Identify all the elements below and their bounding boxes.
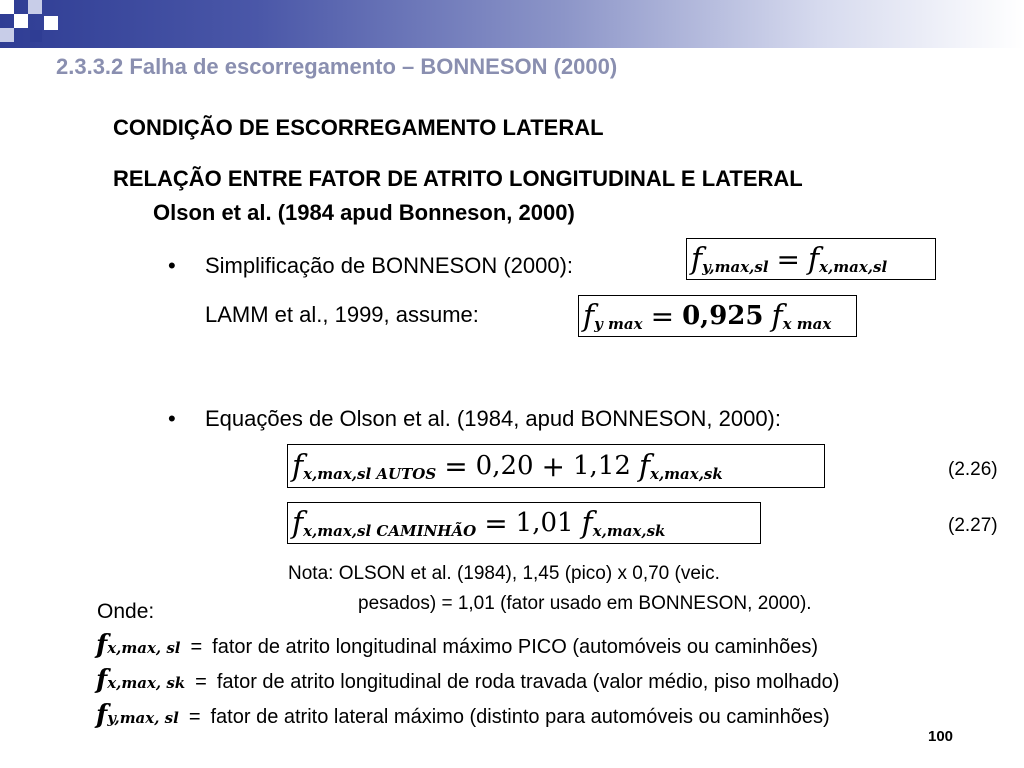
eq-symbol: f (807, 241, 820, 277)
definition-fx-max-sl (96, 630, 818, 660)
bullet-marker: • (168, 406, 176, 431)
def-text: fator de atrito longitudinal de roda travada (valor médio, piso molhado) (216, 671, 840, 693)
eq-symbol: f (292, 505, 304, 541)
heading-lateral-slip: CONDIÇÃO DE ESCORREGAMENTO LATERAL (113, 115, 604, 140)
header-square-decoration (44, 16, 58, 30)
eq-symbol: f (583, 298, 595, 334)
eq-operator: = (444, 449, 468, 483)
def-symbol: f (96, 700, 108, 730)
bullet-simplification-text: Simplificação de BONNESON (2000): (205, 253, 574, 278)
eq-symbol: f (581, 505, 593, 541)
equation-number-2-26: (2.26) (948, 459, 998, 480)
bullet-olson-equations-text: Equações de Olson et al. (1984, apud BONNESON, 2000): (205, 406, 781, 431)
equation-2-26 (287, 444, 825, 488)
header-square-decoration (28, 0, 42, 14)
equation-lamm (578, 295, 857, 337)
equation-2-27 (287, 502, 761, 544)
eq-plus: + (541, 449, 566, 483)
eq-operator: = (776, 242, 800, 276)
note-line-2: pesados) = 1,01 (fator usado em BONNESON, 2000). (358, 593, 812, 614)
eq-subscript: x,max,sk (592, 522, 666, 540)
eq-symbol: f (771, 298, 783, 334)
eq-subscript: x,max,sk (650, 465, 723, 483)
eq-subscript: x max (782, 315, 832, 333)
eq-subscript: x,max,sl AUTOS (303, 465, 437, 483)
def-equals: = (188, 706, 201, 728)
eq-symbol: f (638, 448, 651, 484)
eq-coefficient: 1,01 (515, 508, 574, 538)
definition-fx-max-sk (96, 665, 839, 695)
header-square-decoration (0, 0, 14, 14)
eq-coefficient: 0,925 (682, 301, 764, 331)
header-square-decoration (0, 28, 14, 42)
equation-number-2-27: (2.27) (948, 515, 998, 536)
bullet-marker: • (168, 253, 176, 278)
heading-friction-relation: RELAÇÃO ENTRE FATOR DE ATRITO LONGITUDINAL E LATERAL (113, 166, 803, 191)
def-symbol: f (96, 630, 108, 660)
eq-coefficient: 1,12 (573, 451, 631, 481)
def-equals: = (190, 636, 203, 658)
equation-simplification (686, 238, 936, 280)
eq-subscript: y,max,sl (702, 258, 769, 276)
eq-symbol: f (691, 241, 703, 277)
def-subscript: x,max, sl (107, 639, 181, 657)
eq-subscript: x,max,sl (819, 258, 888, 276)
lamm-assumption-text: LAMM et al., 1999, assume: (205, 302, 479, 327)
note-line-1: Nota: OLSON et al. (1984), 1,45 (pico) x 0,70 (veic. (288, 563, 720, 584)
def-text: fator de atrito lateral máximo (distinto para automóveis ou caminhões) (210, 706, 830, 728)
def-subscript: y,max, sl (107, 709, 179, 727)
definition-fy-max-sl (96, 700, 830, 730)
eq-operator: = (484, 506, 508, 540)
header-square-decoration (30, 30, 42, 42)
eq-subscript: x,max,sl CAMINHÃO (303, 522, 477, 540)
eq-constant: 0,20 (475, 451, 534, 481)
eq-subscript: y max (594, 315, 643, 333)
slide-title: 2.3.3.2 Falha de escorregamento – BONNESON (2000) (56, 54, 618, 79)
def-text: fator de atrito longitudinal máximo PICO (automóveis ou caminhões) (212, 636, 819, 658)
onde-label: Onde: (97, 600, 155, 623)
eq-symbol: f (292, 448, 304, 484)
def-symbol: f (96, 665, 108, 695)
header-gradient-band (0, 0, 1024, 48)
header-square-decoration (14, 14, 28, 28)
def-subscript: x,max, sk (107, 674, 186, 692)
eq-operator: = (650, 299, 675, 333)
heading-reference: Olson et al. (1984 apud Bonneson, 2000) (153, 200, 575, 225)
page-number: 100 (928, 728, 954, 745)
def-equals: = (195, 671, 207, 693)
